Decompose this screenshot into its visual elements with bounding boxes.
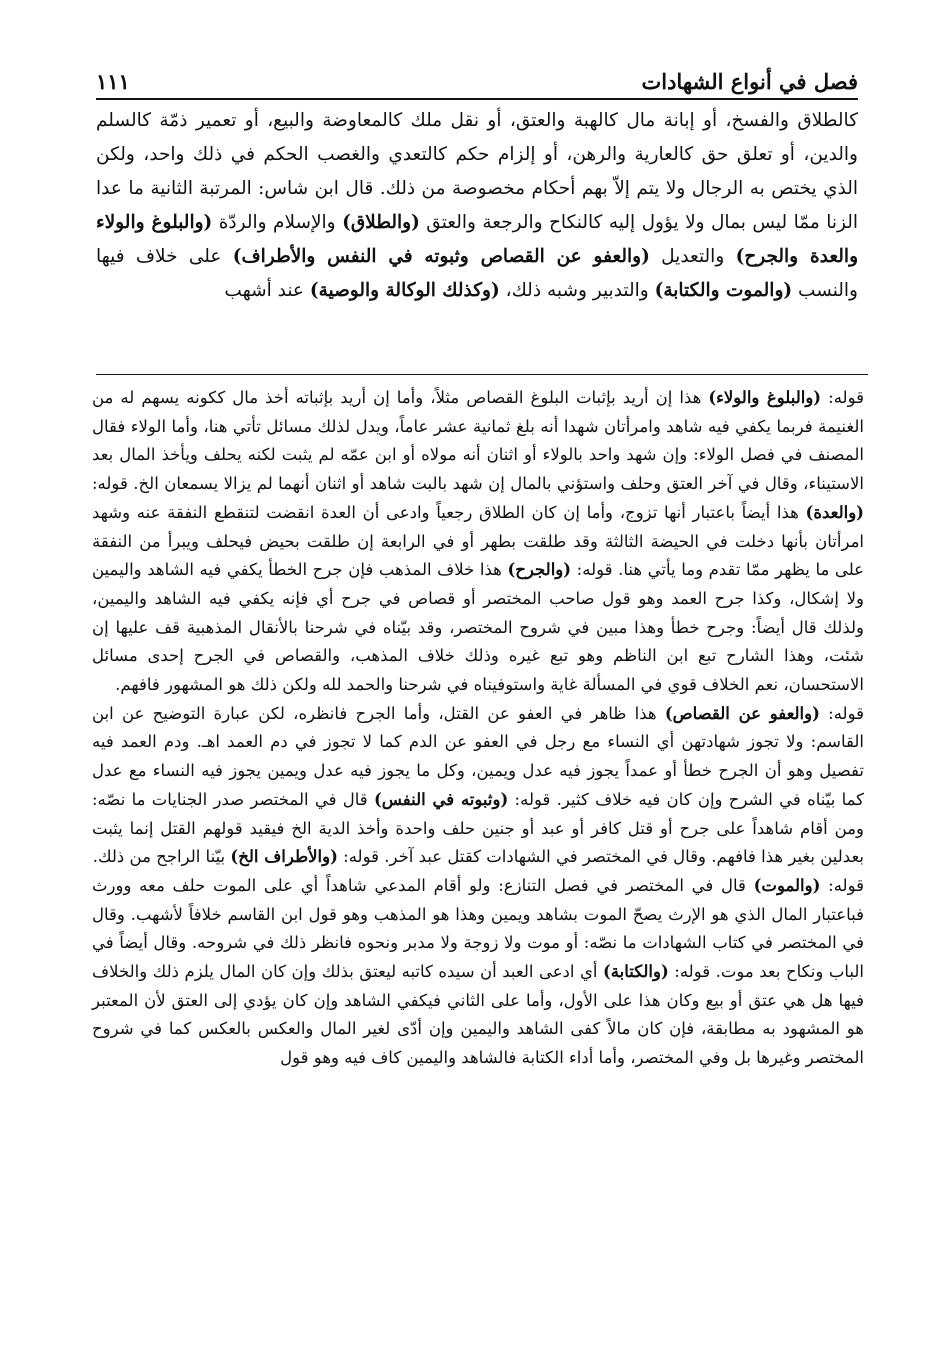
note-term: (والجرح) (507, 560, 572, 580)
note-text: هذا أيضاً باعتبار أنها تزوج، وأما إن كان الطلاق رجعياً وادعى أن العدة انقضت لتنقطع النفقة عنه وشهد امرأتان بأنها دخلت في الحيضة الثالثة وقد طلقت بطهر أو في الرابعة إن طلقت بحيض فيحلف ويبرأ من النفقة على ما يظهر ممّا تقدم وما يأتي هنا. قوله: (92, 502, 864, 580)
note-term: (والأطراف الخ) (230, 847, 338, 867)
main-segment: عند أشهب (224, 280, 304, 301)
main-bold-term: (وكذلك الوكالة والوصية) (309, 280, 500, 301)
note-text: هذا خلاف المذهب فإن جرح الخطأ يكفي فيه الشاهد واليمين ولا إشكال، وكذا جرح العمد وهو قول صاحب المختصر أو قصاص في جرح أي فإنه يكفي فيه الشاهد واليمين، ولذلك قال أيضاً: وجرح خطأ وهذا مبين في شروح المختصر، وقد بيّناه في شرحنا بالأنقال المذهبية قف عليها إن شئت، وهذا الشارح تبع ابن الناظم وهو تبع غيره وذلك خلاف المذهب، والقصاص في الجرح إحدى مسائل الاستحسان، نعم الخلاف قوي في المسألة غاية واستوفيناه في شرحنا والحمد لله ولكن ذلك هو المشهور فافهم. (92, 560, 864, 695)
page-number: ١١١ (96, 69, 130, 94)
note-text: قوله: (819, 703, 864, 723)
note-text: قوله: (821, 388, 864, 407)
footnote-divider (96, 374, 868, 375)
note-text: أي ادعى العبد أن سيده كاتبه ليعتق بذلك وإن كان المال يلزم ذلك والخلاف فيها هل هي عتق أو بيع وكان هذا على الأول، وأما على الثاني فيكفي الشاهد وإن كان يؤدي إلى العتق لأن المعتبر هو المشهود به مطابقة، فإن كان مالاً كفى الشاهد واليمين وإن أدّى لغير المال والعكس بالعكس كما في شروح المختصر وغيرها بل وفي المختصر، وأما أداء الكتابة فالشاهد واليمين كاف فيه وهو قول (92, 962, 864, 1068)
note-term: (والعفو عن القصاص) (664, 703, 820, 723)
note-text: بيّنا الراجح من ذلك. (92, 847, 231, 867)
note-text: هذا إن أريد بإثبات البلوغ القصاص مثلاً، وأما إن أريد بإثباته أخذ مال ككونه يسهم له من الغنيمة فربما يكفي فيه شاهد وامرأتان شهدا أنه بلغ ثمانية عشر عاماً، ويدل لذلك مسائل تأتي هنا، وأما الولاء فقال المصنف في فصل الولاء: وإن شهد واحد بالولاء أو اثنان أنه مولاه أو ابن عمّه لم يثبت لكنه يحلف ويأخذ المال بعد الاستيناء، وقال في آخر العتق وحلف واستؤني بالمال إن شهد بالبت شاهد أو اثنان أنهما لم يزالا يسمعان الخ. قوله: (92, 388, 864, 494)
main-text (96, 104, 858, 308)
main-segment: والتعديل (661, 246, 725, 267)
note-text: قوله: (820, 875, 864, 895)
note-text: قال في المختصر صدر الجنايات ما نصّه: ومن أقام شاهداً على جرح أو قتل كافر أو عبد أو جنين حلف واحدة وأخذ الدية الخ فيقيد قولهم القتل إنما يثبت بعدلين بغير هذا فافهم. وقال في المختصر في الشهادات كقتل عبد آخر. قوله: (92, 789, 864, 867)
main-segment: كالطلاق والفسخ، أو إبانة مال كالهبة والعتق، أو نقل ملك كالمعاوضة والبيع، أو تعمير ذمّة كالسلم والدين، أو تعلق حق كالعارية والرهن، أو إلزام حكم كالتعدي والغصب الحكم في ذلك واحد، ولكن الذي يختص به الرجال ولا يتم إلاّ بهم أحكام مخصوصة من ذلك. قال ابن شاس: المرتبة الثانية ما عدا الزنا ممّا ليس بمال ولا يؤول إليه كالنكاح والرجعة والعتق (96, 110, 859, 233)
note-text: قال في المختصر في فصل التنازع: ولو أقام المدعي شاهداً أي على الموت حلف معه وورث فباعتبار المال الذي هو الإرث يصحّ الموت بشاهد ويمين وهذا هو المذهب وهو قول ابن القاسم خلافاً لأشهب. وقال في المختصر في كتاب الشهادات ما نصّه: أو موت ولا زوجة ولا مدبر ونحوه فانظر ذلك في شروحه. وقال أيضاً في الباب ونكاح بعد موت. قوله: (92, 875, 864, 982)
commentary (92, 384, 864, 1073)
main-segment: والإسلام والردّة (218, 212, 336, 233)
main-segment: على خلاف فيها والنسب (96, 246, 858, 301)
main-segment: والتدبير وشبه ذلك، (505, 280, 649, 301)
note-term: (والموت) (753, 875, 821, 895)
main-paragraph (96, 104, 858, 308)
main-bold-term: (والموت والكتابة) (654, 280, 793, 301)
note-term: (والبلوغ والولاء) (708, 388, 822, 407)
main-bold-term: (والبلوغ والولاء والعدة والجرح) (96, 212, 859, 267)
main-bold-term: (والطلاق) (342, 212, 420, 233)
commentary-paragraph (92, 384, 864, 700)
page-header (96, 58, 858, 100)
commentary-paragraph (92, 700, 864, 872)
note-term: (والكتابة) (603, 962, 669, 982)
main-bold-term: (والعفو عن القصاص وثبوته في النفس والأطراف) (232, 246, 650, 267)
chapter-title: فصل في أنواع الشهادات (641, 69, 858, 94)
note-term: (والعدة) (805, 502, 864, 522)
note-text: هذا ظاهر في العفو عن القتل، وأما الجرح فانظره، لكن عبارة التوضيح عن ابن القاسم: ولا تجوز شهادتهن أي النساء مع رجل في العفو عن الدم كما لا تجوز في دم العمد اهـ. ودم العمد فيه تفصيل وهو أن الجرح خطأ أو عمداً يجوز فيه عدل ويمين، وكل ما يجوز فيه عدل ويمين يجوز فيه النساء مع عدل كما بيّناه في الشرح وإن كان فيه خلاف كثير. قوله: (92, 703, 865, 809)
commentary-paragraph (92, 872, 864, 1073)
note-term: (وثبوته في النفس) (373, 789, 509, 809)
